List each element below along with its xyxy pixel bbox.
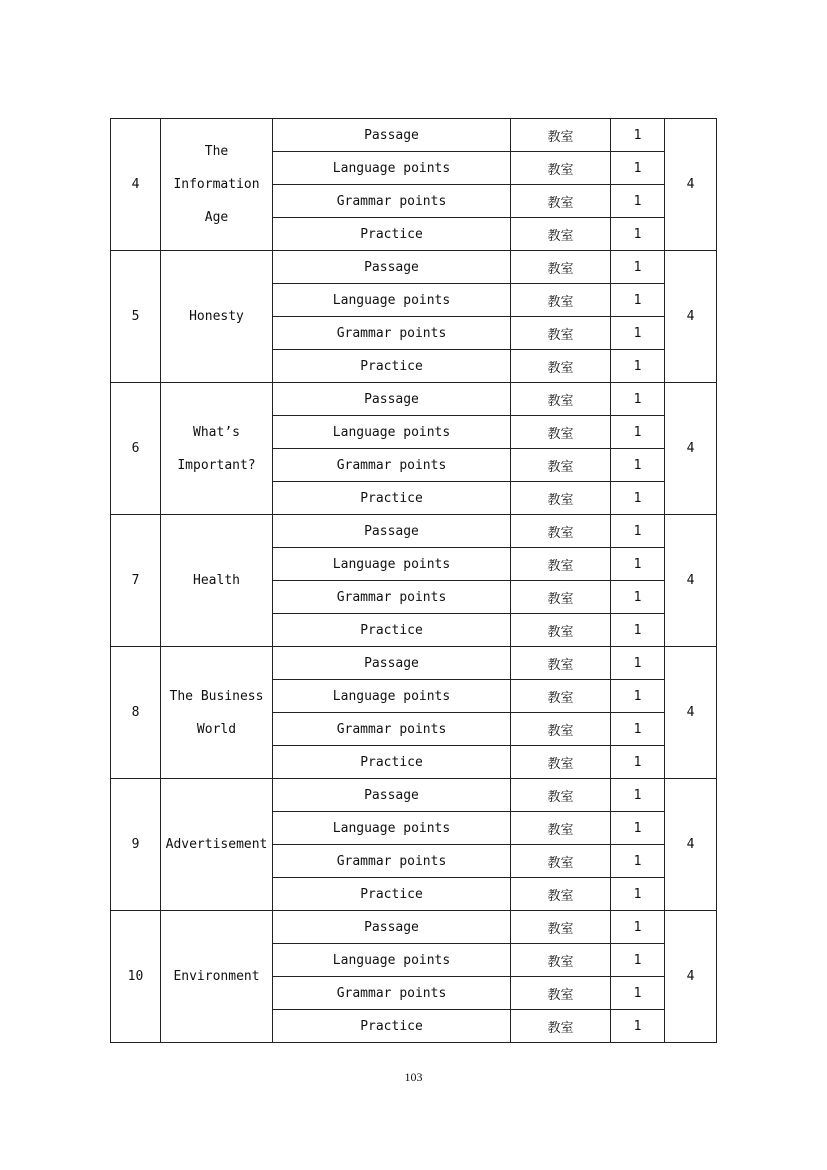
lesson-content: Practice [273, 746, 511, 779]
lesson-location: 教室 [511, 152, 611, 185]
lesson-content: Passage [273, 119, 511, 152]
lesson-content: Practice [273, 482, 511, 515]
lesson-content: Language points [273, 812, 511, 845]
lesson-content: Passage [273, 647, 511, 680]
lesson-location: 教室 [511, 614, 611, 647]
unit-total-hours: 4 [665, 515, 717, 647]
lesson-content: Passage [273, 251, 511, 284]
lesson-location: 教室 [511, 878, 611, 911]
unit-number: 10 [111, 911, 161, 1043]
unit-number: 9 [111, 779, 161, 911]
unit-total-hours: 4 [665, 251, 717, 383]
lesson-content: Passage [273, 383, 511, 416]
lesson-content: Practice [273, 218, 511, 251]
lesson-hours: 1 [611, 845, 665, 878]
unit-title: The Business World [161, 647, 273, 779]
lesson-content: Language points [273, 152, 511, 185]
lesson-location: 教室 [511, 515, 611, 548]
unit-total-hours: 4 [665, 911, 717, 1043]
table-row [111, 647, 717, 680]
lesson-hours: 1 [611, 515, 665, 548]
lesson-hours: 1 [611, 119, 665, 152]
unit-number: 6 [111, 383, 161, 515]
lesson-content: Passage [273, 779, 511, 812]
lesson-location: 教室 [511, 185, 611, 218]
lesson-location: 教室 [511, 548, 611, 581]
lesson-location: 教室 [511, 713, 611, 746]
schedule-body [111, 119, 717, 1043]
lesson-hours: 1 [611, 350, 665, 383]
unit-title: What’s Important? [161, 383, 273, 515]
lesson-content: Passage [273, 911, 511, 944]
lesson-location: 教室 [511, 449, 611, 482]
lesson-hours: 1 [611, 614, 665, 647]
lesson-hours: 1 [611, 548, 665, 581]
lesson-hours: 1 [611, 944, 665, 977]
table-row [111, 251, 717, 284]
lesson-location: 教室 [511, 1010, 611, 1043]
lesson-content: Grammar points [273, 317, 511, 350]
lesson-location: 教室 [511, 911, 611, 944]
lesson-content: Grammar points [273, 845, 511, 878]
lesson-hours: 1 [611, 284, 665, 317]
lesson-hours: 1 [611, 581, 665, 614]
lesson-location: 教室 [511, 845, 611, 878]
lesson-hours: 1 [611, 251, 665, 284]
unit-title: Environment [161, 911, 273, 1043]
unit-number: 4 [111, 119, 161, 251]
lesson-hours: 1 [611, 911, 665, 944]
lesson-location: 教室 [511, 746, 611, 779]
table-row [111, 119, 717, 152]
lesson-location: 教室 [511, 416, 611, 449]
lesson-location: 教室 [511, 647, 611, 680]
lesson-hours: 1 [611, 449, 665, 482]
unit-title: Advertisement [161, 779, 273, 911]
table-row [111, 911, 717, 944]
lesson-hours: 1 [611, 812, 665, 845]
lesson-location: 教室 [511, 119, 611, 152]
lesson-location: 教室 [511, 383, 611, 416]
lesson-hours: 1 [611, 779, 665, 812]
lesson-content: Language points [273, 284, 511, 317]
page-number: 103 [404, 1070, 423, 1084]
lesson-content: Practice [273, 350, 511, 383]
table-row [111, 515, 717, 548]
lesson-content: Grammar points [273, 977, 511, 1010]
unit-total-hours: 4 [665, 119, 717, 251]
lesson-content: Practice [273, 878, 511, 911]
lesson-location: 教室 [511, 284, 611, 317]
lesson-location: 教室 [511, 812, 611, 845]
lesson-hours: 1 [611, 680, 665, 713]
lesson-location: 教室 [511, 779, 611, 812]
schedule-table [110, 118, 717, 1043]
lesson-hours: 1 [611, 977, 665, 1010]
lesson-content: Language points [273, 416, 511, 449]
lesson-hours: 1 [611, 383, 665, 416]
table-row [111, 779, 717, 812]
unit-title: Honesty [161, 251, 273, 383]
unit-number: 7 [111, 515, 161, 647]
lesson-content: Passage [273, 515, 511, 548]
lesson-content: Grammar points [273, 581, 511, 614]
lesson-content: Grammar points [273, 449, 511, 482]
lesson-location: 教室 [511, 317, 611, 350]
lesson-location: 教室 [511, 251, 611, 284]
lesson-content: Language points [273, 944, 511, 977]
unit-number: 8 [111, 647, 161, 779]
lesson-content: Practice [273, 1010, 511, 1043]
unit-number: 5 [111, 251, 161, 383]
lesson-hours: 1 [611, 416, 665, 449]
lesson-hours: 1 [611, 746, 665, 779]
lesson-location: 教室 [511, 218, 611, 251]
lesson-location: 教室 [511, 482, 611, 515]
lesson-content: Language points [273, 548, 511, 581]
unit-total-hours: 4 [665, 647, 717, 779]
unit-title: The Information Age [161, 119, 273, 251]
lesson-hours: 1 [611, 185, 665, 218]
lesson-hours: 1 [611, 878, 665, 911]
lesson-hours: 1 [611, 1010, 665, 1043]
unit-total-hours: 4 [665, 383, 717, 515]
lesson-hours: 1 [611, 218, 665, 251]
lesson-content: Practice [273, 614, 511, 647]
lesson-location: 教室 [511, 977, 611, 1010]
lesson-content: Language points [273, 680, 511, 713]
table-row [111, 383, 717, 416]
lesson-hours: 1 [611, 152, 665, 185]
lesson-hours: 1 [611, 317, 665, 350]
lesson-location: 教室 [511, 350, 611, 383]
unit-title: Health [161, 515, 273, 647]
lesson-hours: 1 [611, 713, 665, 746]
lesson-location: 教室 [511, 944, 611, 977]
lesson-content: Grammar points [273, 185, 511, 218]
unit-total-hours: 4 [665, 779, 717, 911]
lesson-hours: 1 [611, 482, 665, 515]
lesson-location: 教室 [511, 680, 611, 713]
lesson-hours: 1 [611, 647, 665, 680]
lesson-content: Grammar points [273, 713, 511, 746]
lesson-location: 教室 [511, 581, 611, 614]
